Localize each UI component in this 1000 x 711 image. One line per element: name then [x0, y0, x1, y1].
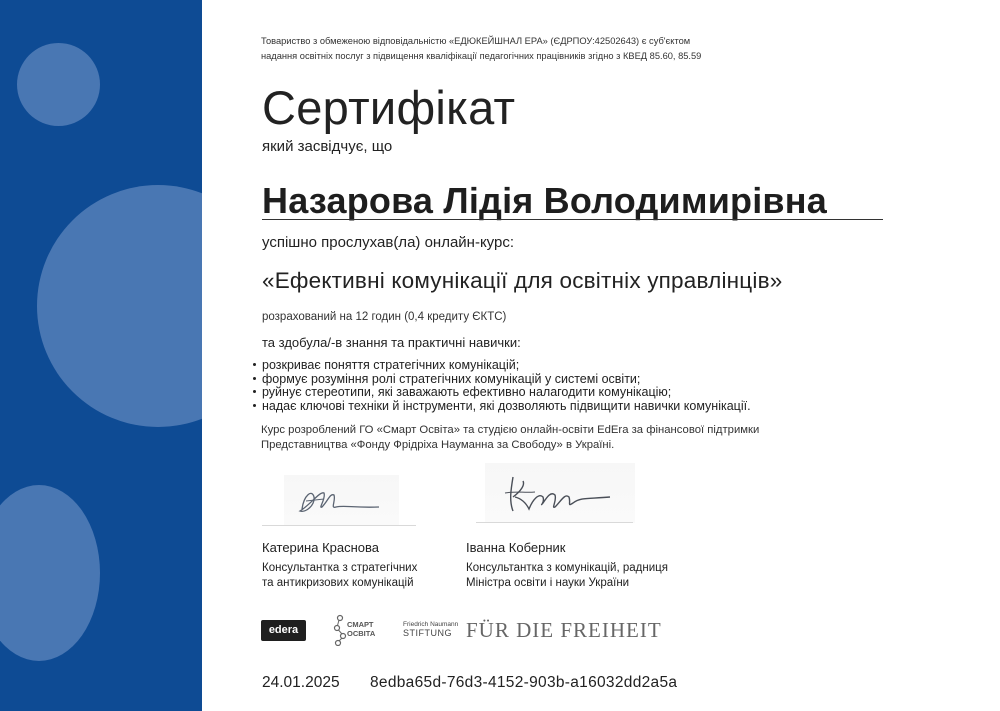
bullet-icon [253, 377, 256, 380]
signature-2-icon [485, 463, 635, 523]
decorative-circle [37, 185, 202, 427]
skill-item [253, 386, 893, 400]
signatory-role-line: Консультантка з комунікацій, радниця [466, 562, 668, 574]
signatory-role-line: та антикризових комунікацій [262, 576, 414, 589]
edera-logo: edera [261, 620, 306, 641]
development-note-line: Курс розроблений ГО «Смарт Освіта» та студією онлайн-освіти EdEra за фінансової підтримки [261, 424, 760, 436]
skills-list [253, 359, 893, 413]
signatory-2-role [466, 561, 706, 590]
decorative-sidebar [0, 0, 202, 711]
certificate-subtitle: який засвідчує, що [262, 138, 393, 155]
skill-item [253, 359, 893, 373]
skill-text: руйнує стереотипи, які заважають ефективно налагодити комунікацію; [262, 385, 672, 400]
skill-item [253, 373, 893, 387]
bullet-icon [253, 363, 256, 366]
provider-statement-line: Товариство з обмеженою відповідальністю «ЕДЮКЕЙШНАЛ ЕРА» (ЄДРПОУ:42502643) є суб'єктом [261, 36, 691, 46]
course-title: «Ефективні комунікації для освітніх управлінців» [262, 268, 783, 293]
skill-text: формує розуміння ролі стратегічних комунікацій у системі освіти; [262, 371, 641, 386]
signature-1-icon [284, 475, 399, 525]
development-note [261, 423, 901, 453]
signatory-role-line: Консультантка з стратегічних [262, 562, 418, 574]
signatory-1-name: Катерина Краснова [262, 540, 379, 555]
provider-statement [261, 34, 701, 63]
decorative-circle [17, 43, 100, 126]
fnf-logo-small-text [403, 621, 458, 637]
decorative-circle [0, 485, 100, 661]
certificate-id: 8edba65d-76d3-4152-903b-a16032dd2a5a [370, 674, 678, 691]
signatory-2-name: Іванна Коберник [466, 540, 566, 555]
signature-1-image [284, 475, 399, 525]
smart-osvita-logo-line: ОСВІТА [347, 628, 376, 638]
fnf-logo-big-text: FÜR DIE FREIHEIT [466, 618, 662, 642]
skill-item [253, 400, 893, 414]
signature-line [476, 522, 633, 523]
completion-statement: успішно прослухав(ла) онлайн-курс: [262, 234, 515, 251]
skills-intro: та здобула/-в знання та практичні навички: [262, 335, 521, 350]
skill-text: надає ключові техніки й інструменти, які дозволяють підвищити навички комунікації. [262, 398, 751, 413]
provider-statement-line: надання освітніх послуг з підвищення кваліфікації педагогічних працівників згідно з КВЕД 85.60, 85.59 [261, 50, 702, 61]
fnf-logo-line: Friedrich Naumann [403, 621, 459, 628]
name-underline [262, 219, 883, 220]
smart-osvita-logo-icon [333, 614, 347, 646]
signature-2-image [485, 463, 635, 523]
fnf-logo-line: STIFTUNG [403, 628, 452, 638]
recipient-name: Назарова Лідія Володимирівна [262, 180, 827, 221]
skill-text: розкриває поняття стратегічних комунікацій; [262, 358, 520, 372]
course-hours: розрахований на 12 годин (0,4 кредиту ЄКТС) [262, 311, 507, 323]
bullet-icon [253, 404, 256, 407]
smart-osvita-logo-line: СМАРТ [347, 620, 374, 629]
signature-line [262, 525, 416, 526]
issue-date: 24.01.2025 [262, 674, 340, 691]
partner-logos [261, 612, 681, 648]
signatory-role-line: Міністра освіти і науки України [466, 576, 630, 589]
smart-osvita-logo [347, 621, 387, 638]
certificate-title: Сертифікат [262, 81, 516, 134]
development-note-line: Представництва «Фонду Фрідріха Науманна за Свободу» в Україні. [261, 439, 615, 451]
bullet-icon [253, 390, 256, 393]
